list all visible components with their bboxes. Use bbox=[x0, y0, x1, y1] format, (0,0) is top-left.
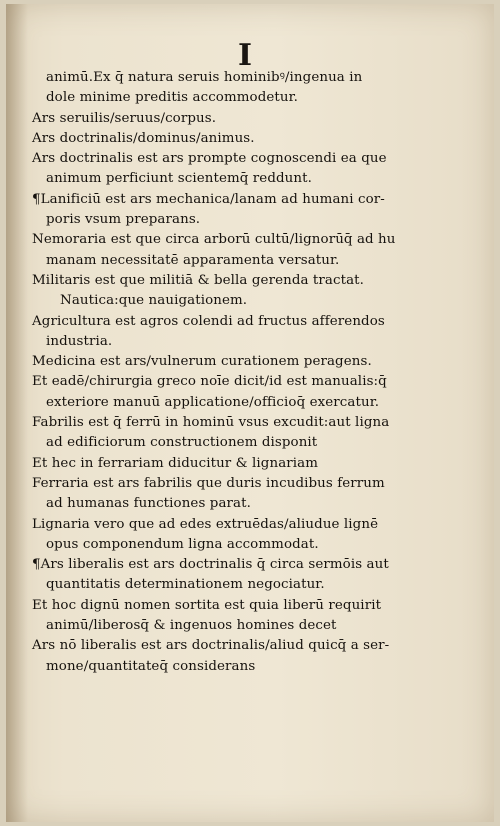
text-line: Ars doctrinalis est ars prompte cognoscendi ea que bbox=[32, 151, 387, 167]
text-line: Ars seruilis/seruus/corpus. bbox=[32, 110, 217, 126]
text-line: Ferraria est ars fabrilis que duris incudibus ferrum bbox=[32, 475, 385, 491]
text-line: ¶Lanificiū est ars mechanica/lanam ad humani cor- bbox=[32, 191, 385, 207]
text-line: Et eadē/chirurgia greco noīe dicit/id est manualis:q̄ bbox=[32, 374, 387, 390]
text-line: quantitatis determinationem negociatur. bbox=[46, 577, 325, 593]
text-line: Agricultura est agros colendi ad fructus afferendos bbox=[32, 313, 385, 329]
text-line: Et hoc dignū nomen sortita est quia liberū requirit bbox=[32, 597, 382, 613]
text-line: animum perficiunt scientemq̄ reddunt. bbox=[46, 171, 312, 187]
text-line: Ars doctrinalis/dominus/animus. bbox=[32, 130, 255, 146]
text-line: Lignaria vero que ad edes extruēdas/aliudue lignē bbox=[32, 516, 379, 532]
text-line: dole minime preditis accommodetur. bbox=[46, 90, 298, 106]
text-line: animū.Ex q̄ natura seruis hominibꝰ/ingenua in bbox=[46, 70, 363, 85]
text-line: Medicina est ars/vulnerum curationem peragens. bbox=[32, 354, 372, 370]
text-line: Ars nō liberalis est ars doctrinalis/aliud quicq̄ a ser- bbox=[32, 638, 390, 654]
text-line: ad edificiorum constructionem disponit bbox=[46, 435, 318, 451]
text-line: Fabrilis est q̄ ferrū in hominū vsus excudit:aut ligna bbox=[32, 415, 390, 431]
book-page bbox=[6, 4, 494, 822]
text-line: poris vsum preparans. bbox=[46, 212, 201, 228]
text-line: manam necessitatē apparamenta versatur. bbox=[46, 252, 340, 268]
text-line: mone/quantitateq̄ considerans bbox=[46, 658, 256, 674]
text-line: ¶Ars liberalis est ars doctrinalis q̄ circa sermōis aut bbox=[32, 557, 389, 573]
text-line: Nemoraria est que circa arborū cultū/lignorūq̄ ad hu bbox=[32, 232, 396, 248]
signature-mark: I bbox=[238, 38, 253, 73]
text-line: Et hec in ferrariam diducitur & lignariam bbox=[32, 455, 319, 471]
page-gutter-shadow bbox=[6, 4, 28, 822]
text-block bbox=[32, 68, 484, 677]
text-line: ad humanas functiones parat. bbox=[46, 496, 251, 512]
text-line: Militaris est que militiā & bella gerenda tractat. bbox=[32, 272, 364, 288]
text-line: industria. bbox=[46, 333, 113, 349]
text-line: opus componendum ligna accommodat. bbox=[46, 536, 319, 552]
text-line: Nautica:que nauigationem. bbox=[60, 293, 248, 309]
text-line: exteriore manuū applicatione/officioq̄ exercatur. bbox=[46, 394, 380, 410]
text-line: animū/liberosq̄ & ingenuos homines decet bbox=[46, 618, 337, 634]
